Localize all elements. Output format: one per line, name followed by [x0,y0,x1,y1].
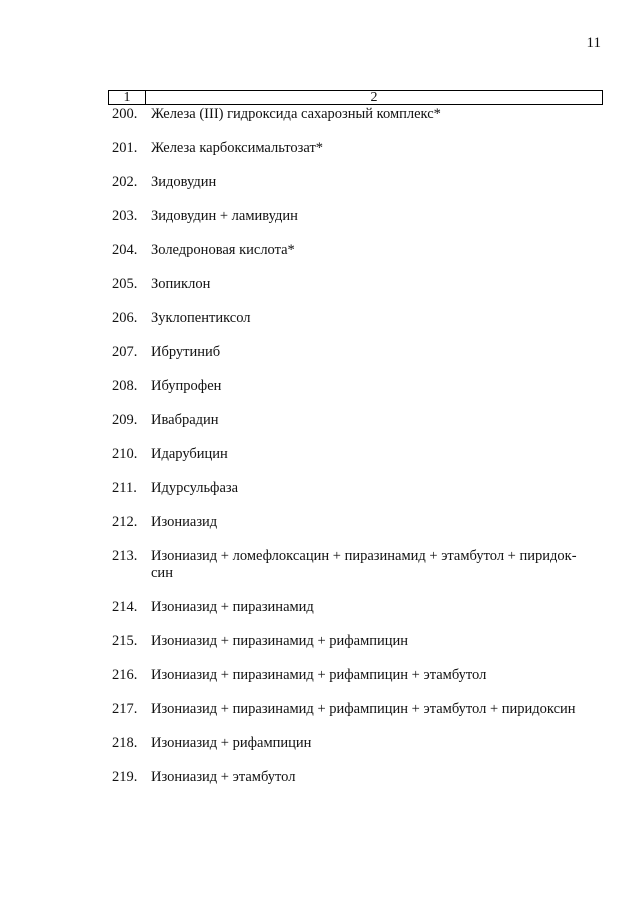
list-item [112,735,612,752]
list-item [112,174,612,191]
item-text-line-2: син [151,565,173,581]
list-item [112,310,612,327]
item-number: 200. [112,106,138,122]
column-header-2: 2 [146,91,603,105]
column-header-1: 1 [109,91,146,105]
list-item [112,769,612,786]
item-text: Изониазид + пиразинамид + рифампицин + этамбутол [151,667,487,683]
item-text: Зуклопентиксол [151,310,251,326]
list-item [112,242,612,259]
item-number: 218. [112,735,138,751]
item-number: 210. [112,446,138,462]
page-number: 11 [586,35,601,51]
item-text [151,548,612,582]
header-row [109,91,603,105]
item-text: Изониазид [151,514,218,530]
item-number: 205. [112,276,138,292]
list-item [112,208,612,225]
item-number: 206. [112,310,138,326]
item-number: 208. [112,378,138,394]
list-item [112,378,612,395]
column-header-table [108,90,603,105]
item-text: Зопиклон [151,276,211,292]
list-item [112,667,612,684]
item-text: Изониазид + рифампицин [151,735,312,751]
item-text-line-1: Изониазид + ломефлоксацин + пиразинамид + этамбутол + пиридок- [151,548,577,564]
item-text: Идурсульфаза [151,480,239,496]
item-text: Ибупрофен [151,378,222,394]
item-number: 217. [112,701,138,717]
drug-list [112,106,612,803]
item-number: 216. [112,667,138,683]
item-text: Железа карбоксимальтозат* [151,140,324,156]
list-item [112,480,612,497]
item-text: Изониазид + пиразинамид + рифампицин + этамбутол + пиридоксин [151,701,576,717]
item-text: Изониазид + пиразинамид + рифампицин [151,633,409,649]
item-number: 213. [112,548,138,564]
list-item [112,446,612,463]
list-item [112,140,612,157]
item-text: Изониазид + пиразинамид [151,599,314,615]
item-text: Золедроновая кислота* [151,242,295,258]
list-item [112,633,612,650]
item-text: Зидовудин + ламивудин [151,208,298,224]
item-text: Ивабрадин [151,412,219,428]
list-item [112,514,612,531]
item-number: 209. [112,412,138,428]
item-text: Железа (III) гидроксида сахарозный комплекс* [151,106,441,122]
item-text: Ибрутиниб [151,344,221,360]
item-text: Зидовудин [151,174,217,190]
item-number: 207. [112,344,138,360]
item-number: 219. [112,769,138,785]
item-number: 202. [112,174,138,190]
list-item [112,599,612,616]
list-item [112,276,612,293]
item-number: 215. [112,633,138,649]
item-number: 203. [112,208,138,224]
list-item [112,412,612,429]
list-item [112,548,612,582]
list-item [112,701,612,718]
item-text: Изониазид + этамбутол [151,769,296,785]
item-number: 204. [112,242,138,258]
item-text: Идарубицин [151,446,228,462]
item-number: 211. [112,480,137,496]
list-item [112,106,612,123]
item-number: 214. [112,599,138,615]
item-number: 201. [112,140,138,156]
list-item [112,344,612,361]
item-number: 212. [112,514,138,530]
